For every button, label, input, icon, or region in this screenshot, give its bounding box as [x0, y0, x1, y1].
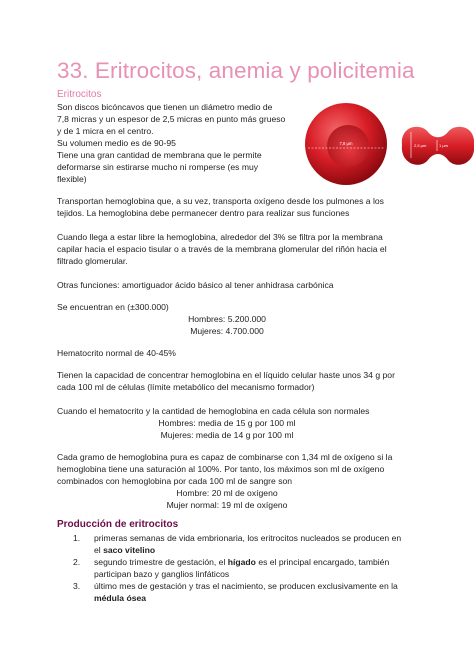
normal-values-text: Cuando el hematocrito y la cantidad de hemoglobina en cada célula son normales: [57, 406, 370, 416]
intro-paragraph: [57, 101, 302, 185]
thickness-label: 2,5 µm: [414, 143, 427, 148]
hb-men-text: Hombres: media de 15 g por 100 ml: [158, 418, 296, 428]
o2-men-text: Hombre: 20 ml de oxígeno: [176, 488, 278, 498]
hematocrit-text: Hematocrito normal de 40-45%: [57, 348, 176, 358]
text-line: Cuando llega a estar libre la hemoglobina, alrededor del 3% se filtra por la membrana: [57, 232, 383, 242]
list-bold-term: hígado: [227, 557, 256, 567]
count-women-text: Mujeres: 4.700.000: [190, 326, 264, 336]
red-blood-cell-top-view-illustration: [304, 102, 388, 186]
text-line: capilar hacia el espacio tisular o a través de la membrana glomerular del riñón hacia el: [57, 244, 387, 254]
list-text: el: [94, 545, 104, 555]
list-item: [57, 532, 437, 556]
list-number: 1.: [73, 533, 81, 543]
list-number: 2.: [73, 557, 81, 567]
text-line: Su volumen medio es de 90-95: [57, 138, 176, 148]
other-functions-text: Otras funciones: amortiguador ácido básico al tener anhidrasa carbónica: [57, 280, 334, 290]
list-text: segundo trimestre de gestación, el: [94, 557, 228, 567]
list-text: último mes de gestación y tras el nacimiento, se producen exclusivamente en la: [94, 581, 398, 591]
page-title: 33. Eritrocitos, anemia y policitemia: [57, 58, 415, 83]
text-line: combinados con hemoglobina por cada 100 ml de sangre son: [57, 476, 293, 486]
text-line: filtrado glomerular.: [57, 256, 128, 266]
text-line: 7,8 micras y un espesor de 2,5 micras en punto más grueso: [57, 114, 286, 124]
oxygen-paragraph: [57, 451, 392, 487]
count-men-text: Hombres: 5.200.000: [188, 314, 266, 324]
text-line: hemoglobina tiene una saturación al 100%. Por tanto, los máximos son ml de oxígeno: [57, 464, 385, 474]
center-thickness-label: 1 µm: [439, 143, 448, 148]
list-text: participan bazo y ganglios linfáticos: [94, 569, 230, 579]
list-text: primeras semanas de vida embrionaria, los eritrocitos nucleados se producen en: [94, 533, 402, 543]
text-line: tejidos. La hemoglobina debe permanecer dentro para realizar sus funciones: [57, 208, 350, 218]
text-line: deformarse sin estirarse mucho ni romperse (es muy: [57, 162, 259, 172]
text-line: y de 1 micra en el centro.: [57, 126, 154, 136]
concentration-paragraph: [57, 369, 395, 393]
list-bold-term: saco vitelino: [103, 545, 156, 555]
list-item: [57, 556, 437, 580]
count-intro-text: Se encuentran en (±300.000): [57, 302, 169, 312]
list-bold-term: médula ósea: [94, 593, 147, 603]
production-list: [57, 532, 437, 604]
o2-women-text: Mujer normal: 19 ml de oxígeno: [166, 500, 288, 510]
hb-women-text: Mujeres: media de 14 g por 100 ml: [160, 430, 294, 440]
text-line: Transportan hemoglobina que, a su vez, transporta oxígeno desde los pulmones a los: [57, 196, 384, 206]
diameter-label: 7,8 µm: [339, 141, 353, 146]
text-line: Son discos bicóncavos que tienen un diámetro medio de: [57, 102, 273, 112]
text-line: cada 100 ml de células (límite metabólico del mecanismo formador): [57, 382, 315, 392]
list-item: [57, 580, 437, 604]
text-line: Tiene una gran cantidad de membrana que le permite: [57, 150, 262, 160]
transport-paragraph: [57, 195, 384, 219]
red-blood-cell-cross-section-illustration: [398, 118, 474, 172]
production-heading: Producción de eritrocitos: [57, 519, 179, 530]
text-line: Cada gramo de hemoglobina pura es capaz de combinarse con 1,34 ml de oxígeno si la: [57, 452, 393, 462]
filtration-paragraph: [57, 231, 387, 267]
text-line: flexible): [57, 174, 87, 184]
text-line: Tienen la capacidad de concentrar hemoglobina en el líquido celular haste unos 34 g por: [57, 370, 395, 380]
list-text: es el principal encargado, también: [255, 557, 390, 567]
section-heading-eritrocitos: Eritrocitos: [57, 89, 102, 100]
list-number: 3.: [73, 581, 81, 591]
